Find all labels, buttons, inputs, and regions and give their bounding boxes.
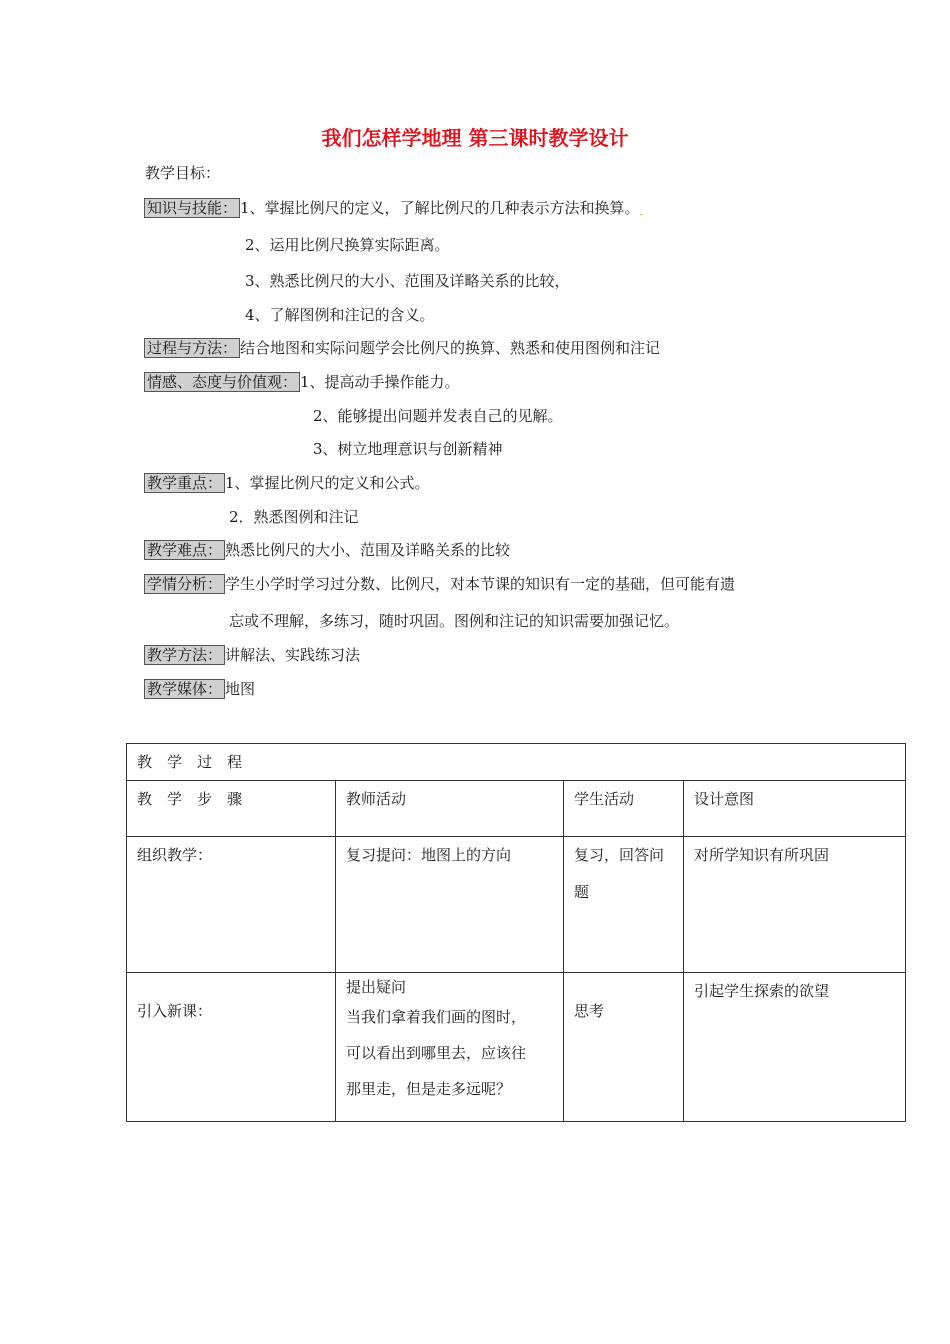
- keypoints-item-1: 1、掌握比例尺的定义和公式。: [225, 474, 430, 492]
- cell-student: [564, 837, 684, 973]
- method-label: 教学方法：: [144, 645, 225, 665]
- cell-intent: 引起学生探索的欲望: [684, 973, 906, 1122]
- teacher-line: 那里走，但是走多远呢？: [346, 1080, 512, 1098]
- knowledge-item-2: 2、运用比例尺换算实际距离。: [245, 236, 450, 254]
- knowledge-item-1: 1、掌握比例尺的定义，了解比例尺的几种表示方法和换算。: [240, 199, 640, 217]
- difficulty-text: 熟悉比例尺的大小、范围及详略关系的比较: [225, 541, 511, 559]
- emotion-row: [144, 372, 460, 392]
- keypoints-row: [144, 473, 430, 493]
- cell-teacher: [336, 837, 564, 973]
- student-line: 题: [574, 883, 590, 901]
- difficulty-label: 教学难点：: [144, 540, 225, 560]
- emotion-item-3: 3、树立地理意识与创新精神: [313, 440, 503, 458]
- cell-step: 组织教学：: [127, 837, 336, 973]
- media-row: [144, 679, 255, 699]
- header-student: 学生活动: [564, 781, 684, 837]
- knowledge-label: 知识与技能：: [144, 198, 240, 218]
- goals-heading: 教学目标：: [145, 164, 221, 182]
- teacher-line: 提出疑问: [346, 978, 407, 996]
- keypoints-label: 教学重点：: [144, 473, 225, 493]
- cell-teacher: [336, 973, 564, 1122]
- teacher-line: 复习提问：地图上的方向: [346, 846, 512, 864]
- method-text: 讲解法、实践练习法: [225, 646, 361, 664]
- student-line: 复习，回答问: [574, 846, 665, 864]
- document-title: 我们怎样学地理 第三课时教学设计: [321, 126, 629, 150]
- difficulty-row: [144, 540, 510, 560]
- step-text: 引入新课：: [137, 1002, 213, 1020]
- header-teacher: 教师活动: [336, 781, 564, 837]
- emotion-item-2: 2、能够提出问题并发表自己的见解。: [313, 407, 563, 425]
- method-row: [144, 645, 360, 665]
- knowledge-item-4: 4、了解图例和注记的含义。: [245, 306, 435, 324]
- analysis-row: [144, 574, 735, 594]
- edit-mark-icon: ꞈ: [639, 205, 643, 216]
- table-row: [127, 837, 906, 973]
- knowledge-item-3: 3、熟悉比例尺的大小、范围及详略关系的比较，: [245, 272, 570, 290]
- process-row: [144, 338, 660, 358]
- emotion-label: 情感、态度与价值观：: [144, 372, 300, 392]
- cell-intent: 对所学知识有所巩固: [684, 837, 906, 973]
- media-label: 教学媒体：: [144, 679, 225, 699]
- header-intent: 设计意图: [684, 781, 906, 837]
- process-text: 结合地图和实际问题学会比例尺的换算、熟悉和使用图例和注记: [240, 339, 661, 357]
- student-line: 思考: [574, 1002, 605, 1020]
- emotion-item-1: 1、提高动手操作能力。: [300, 373, 460, 391]
- table-caption: 教 学 过 程: [127, 744, 906, 781]
- process-label: 过程与方法：: [144, 338, 240, 358]
- analysis-line-1: 学生小学时学习过分数、比例尺，对本节课的知识有一定的基础，但可能有遗: [225, 575, 736, 593]
- analysis-label: 学情分析：: [144, 574, 225, 594]
- media-text: 地图: [225, 680, 256, 698]
- header-step: 教 学 步 骤: [127, 781, 336, 837]
- cell-student: [564, 973, 684, 1122]
- teacher-line: 可以看出到哪里去，应该往: [346, 1044, 527, 1062]
- knowledge-row: [144, 198, 643, 221]
- teacher-line: 当我们拿着我们画的图时，: [346, 1008, 527, 1026]
- cell-step: [127, 973, 336, 1122]
- analysis-line-2: 忘或不理解，多练习，随时巩固。图例和注记的知识需要加强记忆。: [229, 612, 680, 630]
- keypoints-item-2: 2．熟悉图例和注记: [229, 508, 359, 526]
- table-row: [127, 973, 906, 1122]
- teaching-process-table: [126, 743, 906, 1122]
